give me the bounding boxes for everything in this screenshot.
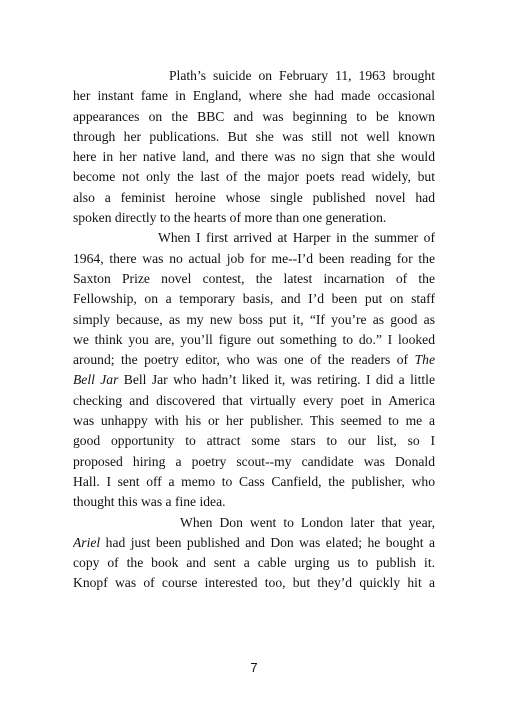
text-line: appearances on the BBC and was beginning to be known [73,108,435,124]
text-line [73,533,435,553]
text-line [73,370,435,390]
text-line: When I first arrived at Harper in the summer of [158,230,435,246]
body-text [73,66,435,594]
text-line: copy of the book and sent a cable urging us to publish it. [73,555,435,571]
text-line: good opportunity to attract some stars to our list, so I [73,433,435,449]
text-line: through her publications. But she was still not well known [73,128,435,144]
book-title-italic: Bell Jar [73,372,119,388]
text-line: When Don went to London later that year, [180,514,435,530]
text-line: 1964, there was no actual job for me--I’d been reading for the [73,250,435,266]
text-line: thought this was a fine idea. [73,494,226,510]
text-line: also a feminist heroine whose single published novel had [73,189,435,205]
text-line: checking and discovered that virtually every poet in America [73,392,435,408]
page-number: 7 [250,660,258,675]
text-line [73,350,435,370]
text-line: Hall. I sent off a memo to Cass Canfield, the publisher, who [73,473,435,489]
text-line: spoken directly to the hearts of more than one generation. [73,210,387,226]
text-line: was unhappy with his or her publisher. This seemed to me a [73,413,435,429]
text-line: Saxton Prize novel contest, the latest incarnation of the [73,270,435,286]
text-fragment: around; the poetry editor, who was one of the readers of [73,352,409,368]
text-line: Knopf was of course interested too, but they’d quickly hit a [73,575,435,591]
book-title-italic: The [414,352,435,368]
text-line: simply because, as my new boss put it, “If you’re as good as [73,311,435,327]
text-line: Fellowship, on a temporary basis, and I’d been put on staff [73,291,435,307]
text-fragment: Bell Jar who hadn’t liked it, was retiring. I did a little [123,372,435,388]
paragraph-3 [73,513,435,594]
text-line: proposed hiring a poetry scout--my candidate was Donald [73,453,435,469]
text-line: we think you are, you’ll figure out something to do.” I looked [73,331,435,347]
text-fragment: had just been published and Don was elated; he bought a [105,534,435,550]
book-title-italic: Ariel [73,534,101,550]
paragraph-2 [73,228,435,512]
text-line: become not only the last of the major poets read widely, but [73,169,435,185]
text-line: here in her native land, and there was no sign that she would [73,149,435,165]
paragraph-1 [73,66,435,228]
text-line: Plath’s suicide on February 11, 1963 brought [169,68,435,83]
text-line: her instant fame in England, where she had made occasional [73,88,435,104]
